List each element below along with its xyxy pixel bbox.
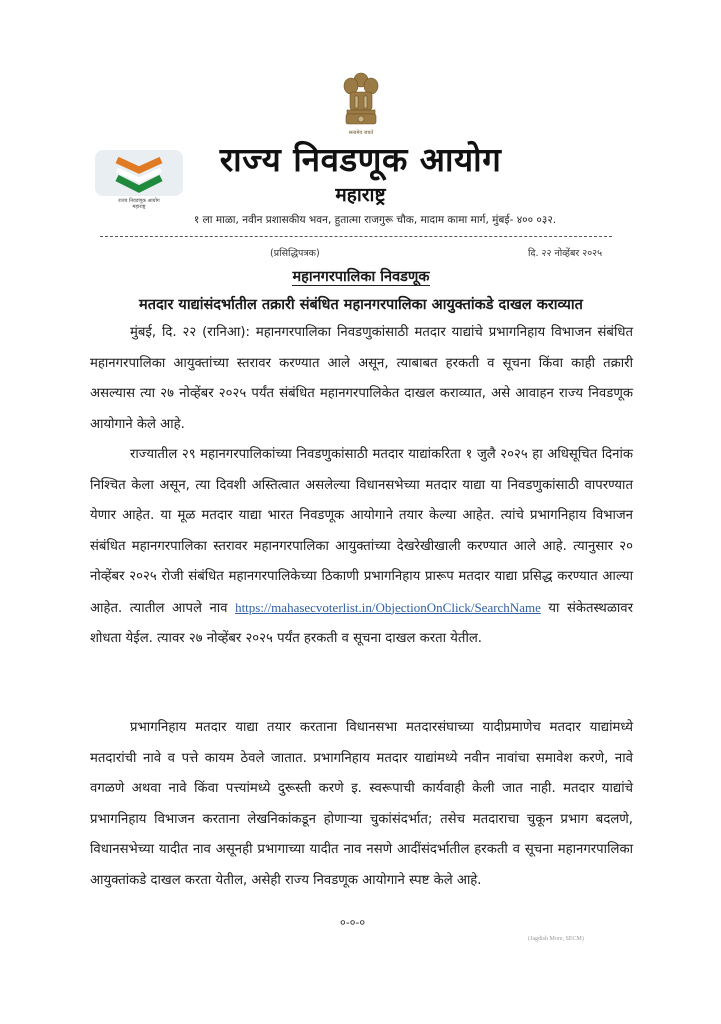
logo-caption-line1: राज्य निवडणूक आयोग [118,198,160,204]
body-paragraph-1: मुंबई, दि. २२ (रानिआ): महानगरपालिका निवडणुकांसाठी मतदार याद्यांचे प्रभागनिहाय विभाजन संबंधित महानगरपालिका आयुक्तांच्या स्तरावर करण्यात आले असून, त्याबाबत हरकती व सूचना किंवा काही तक्रारी असल्यास त्या २७ नोव्हेंबर २०२५ पर्यंत संबंधित महानगरपालिकेत दाखल कराव्यात, असे आवाहन राज्य निवडणूक आयोगाने केले आहे. [90,325,633,432]
org-title: राज्य निवडणूक आयोग [219,140,502,179]
body-paragraph-3: प्रभागनिहाय मतदार याद्या तयार करताना विधानसभा मतदारसंघाच्या यादीप्रमाणेच मतदार याद्यांमध्ये मतदारांची नावे व पत्ते कायम ठेवले जातात. प्रभागनिहाय मतदार याद्यांमध्ये नवीन नावांचा समावेश करणे, नावे वगळणे अथवा नावे किंवा पत्त्यांमध्ये दुरूस्ती करणे इ. स्वरूपाची कार्यवाही केली जात नाही. मतदार याद्यांचे प्रभागनिहाय विभाजन करताना लेखनिकांकडून होणाऱ्या चुकांसंदर्भात; तसेच मतदाराचा चुकून प्रभाग बदलणे, विधानसभेच्या यादीत नाव असूनही प्रभागाच्या यादीत नाव नसणे आदींसंदर्भातील हरकती व सूचना महानगरपालिका आयुक्तांकडे दाखल करता येतील, असेही राज्य निवडणूक आयोगाने स्पष्ट केले आहे. [90,720,633,888]
paragraph-text: या संकेतस्थळावर शोधता येईल. त्यावर २७ नोव्हेंबर २०२५ पर्यंत हरकती व सूचना दाखल करता येतील. [90,600,634,646]
org-subtitle: महाराष्ट्र [335,184,386,206]
national-emblem-icon [336,70,386,138]
end-mark: ०-०-० [340,916,366,929]
header-divider [100,236,612,237]
section-heading [90,266,632,288]
paragraph-text: राज्यातील २९ महानगरपालिकांच्या निवडणुकांसाठी मतदार याद्यांकरिता १ जुलै २०२५ हा अधिसूचित दिनांक निश्चित केला असून, त्या दिवशी अस्तित्वात असलेल्या विधानसभेच्या मतदार याद्या या निवडणुकांसाठी वापरण्यात येणार आहेत. या मूळ मतदार याद्या भारत निवडणूक आयोगाने तयार केल्या आहेत. त्यांचे प्रभागनिहाय विभाजन संबंधित महानगरपालिका स्तरावर महानगरपालिका आयुक्तांच्या देखरेखीखाली करण्यात आले आहे. त्यानुसार २० नोव्हेंबर २०२५ रोजी संबंधित महानगरपालिकेच्या ठिकाणी प्रभागनिहाय प्रारूप मतदार याद्या प्रसिद्ध करण्यात आल्या आहेत. त्यातील आपले नाव [90,447,633,616]
author-credit: (Jagdish More, SECM) [528,936,584,942]
headline: मतदार याद्यांसंदर्भातील तक्रारी संबंधित महानगरपालिका आयुक्तांकडे दाखल कराव्यात [139,297,583,313]
emblem-caption: सत्यमेव जयते [348,130,374,136]
logo-caption-line2: महाराष्ट्र [132,204,146,210]
voter-list-search-link[interactable]: https://mahasecvoterlist.in/ObjectionOnClick/SearchName [235,599,541,615]
press-release-label: (प्रसिद्धिपत्रक) [270,248,320,259]
org-address: १ ला माळा, नवीन प्रशासकीय भवन, हुतात्मा राजगुरू चौक, मादाम कामा मार्ग, मुंबई- ४०० ०३२. [193,214,557,226]
release-date: दि. २२ नोव्हेंबर २०२५ [528,248,603,259]
body-paragraph-2 [90,440,633,655]
section-heading-text: महानगरपालिका निवडणूक [292,269,430,285]
